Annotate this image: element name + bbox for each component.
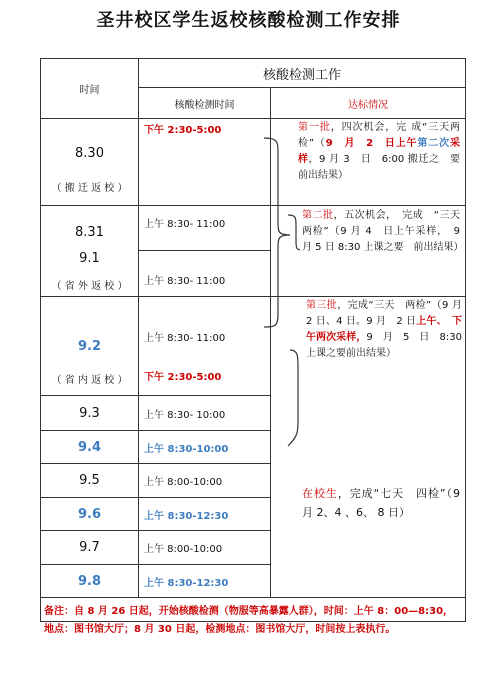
date-8-30-note: （ 搬 迁 返 校 ） xyxy=(51,182,128,194)
batch-2-label: 第二批 xyxy=(302,210,334,221)
footnote-line-1: 备注：自 8 月 26 日起，开始核酸检测（物服等高暴露人群），时间：上午 8：00—8:30， xyxy=(44,606,454,617)
date-8-31: 8.31 xyxy=(75,224,104,240)
slot-9-2-pm: 下午 2:30-5:00 xyxy=(144,371,222,383)
batch-2-text: ，五次机会， 完成 “三天两检”（9 月 4 日上午采样， 9 月 5 日 8:30 上课之要 前出结果） xyxy=(302,210,464,253)
status-campus xyxy=(302,484,460,522)
brace-batch-1 xyxy=(264,138,290,327)
slot-9-6: 上午 8:30-12:30 xyxy=(144,510,229,522)
slot-8-30: 下午 2:30-5:00 xyxy=(144,124,222,136)
date-9-2: 9.2 xyxy=(77,338,102,354)
header-status: 达标情况 xyxy=(348,99,388,111)
date-8-30: 8.30 xyxy=(75,145,104,161)
status-batch-2 xyxy=(302,208,464,256)
slot-9-1: 上午 8:30- 11:00 xyxy=(144,275,226,287)
batch-1-emphasis-b: 第二次 xyxy=(417,138,450,149)
batch-1-text-b: ，9 月 3 日 6:00 搬迁之 要前出结果） xyxy=(298,154,461,181)
brace-batch-2 xyxy=(288,215,300,250)
header-main: 核酸检测工作 xyxy=(262,67,341,83)
slot-9-3: 上午 8:30- 10:00 xyxy=(144,409,226,421)
date-9-5: 9.5 xyxy=(79,473,100,488)
status-batch-3 xyxy=(306,298,462,362)
slot-9-4: 上午 8:30-10:00 xyxy=(144,443,229,455)
status-batch-1 xyxy=(298,120,460,184)
header-time: 时间 xyxy=(79,85,100,96)
date-9-4: 9.4 xyxy=(77,439,102,455)
slot-9-2-am: 上午 8:30- 11:00 xyxy=(144,332,226,344)
brace-batch-3 xyxy=(288,350,298,446)
footnote-line-2: 地点：图书馆大厅；8 月 30 日起，检测地点：图书馆大厅，时间按上表执行。 xyxy=(44,624,396,635)
slot-9-5: 上午 8:00-10:00 xyxy=(144,476,223,488)
date-9-1: 9.1 xyxy=(79,250,100,266)
header-test-time: 核酸检测时间 xyxy=(174,99,235,111)
page-title: 圣井校区学生返校核酸检测工作安排 xyxy=(96,10,401,31)
date-9-3: 9.3 xyxy=(79,405,100,421)
slot-8-31: 上午 8:30- 11:00 xyxy=(144,218,226,230)
date-9-8: 9.8 xyxy=(77,573,102,589)
campus-text: ，完成“七天 四检”（9 月 2、4 、6、 8 日） xyxy=(302,487,460,519)
batch-1-emphasis-a: 9 月 2 日上午 xyxy=(325,138,418,149)
slot-9-7: 上午 8:00-10:00 xyxy=(144,543,223,555)
date-9-6: 9.6 xyxy=(77,506,102,522)
date-8-31-note: （ 省 外 返 校 ） xyxy=(51,280,128,292)
brace-lines xyxy=(250,120,300,460)
batch-3-label: 第三批 xyxy=(306,300,338,311)
batch-1-label: 第一批 xyxy=(298,122,331,133)
date-9-7: 9.7 xyxy=(79,540,100,555)
campus-label: 在校生 xyxy=(302,487,338,500)
date-9-2-note: （ 省 内 返 校 ） xyxy=(51,374,128,386)
batch-1-emphasis-c: 采样 xyxy=(298,138,460,165)
batch-3-emphasis: 上午、 下午两次采样， xyxy=(306,316,463,343)
slot-9-8: 上午 8:30-12:30 xyxy=(144,577,229,589)
batch-3-text-a: ，完成“三天 两检”（9 月 2 日、4 日。9 月 2 日 xyxy=(306,300,462,327)
batch-3-text-b: 9 月 5 日 8:30 上课之要前出结果） xyxy=(306,332,463,359)
batch-1-text-a: ，四次机会，完 成“三天两检”（ xyxy=(298,122,461,149)
